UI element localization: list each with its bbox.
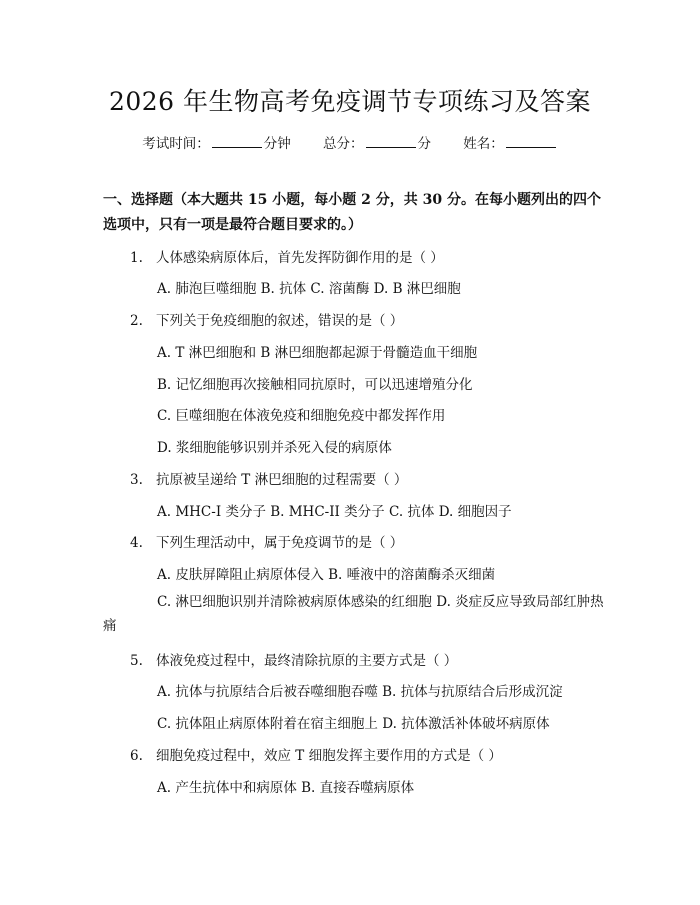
time-label: 考试时间：	[142, 136, 210, 152]
question-4	[130, 531, 403, 551]
question-5-options-cd: C. 抗体阻止病原体附着在宿主细胞上 D. 抗体激活补体破坏病原体	[157, 716, 550, 732]
question-text: 细胞免疫过程中，效应 T 细胞发挥主要作用的方式是（ ）	[156, 748, 502, 764]
name-field	[463, 136, 558, 152]
question-3	[130, 468, 407, 488]
name-label: 姓名：	[463, 136, 504, 152]
question-5	[130, 649, 457, 669]
question-text: 下列关于免疫细胞的叙述，错误的是（ ）	[156, 313, 404, 329]
score-field	[323, 136, 431, 152]
question-3-options: A. MHC-I 类分子 B. MHC-II 类分子 C. 抗体 D. 细胞因子	[157, 504, 512, 520]
question-2-option-b: B. 记忆细胞再次接触相同抗原时，可以迅速增殖分化	[157, 377, 473, 393]
time-blank	[212, 135, 262, 148]
question-number: 3.	[130, 472, 143, 488]
question-1-options: A. 肺泡巨噬细胞 B. 抗体 C. 溶菌酶 D. B 淋巴细胞	[157, 281, 461, 297]
time-unit: 分钟	[263, 136, 291, 152]
question-4-options-cd: C. 淋巴细胞识别并清除被病原体感染的红细胞 D. 炎症反应导致局部红肿热痛	[103, 594, 604, 634]
time-field	[142, 136, 291, 152]
page-title: 2026 年生物高考免疫调节专项练习及答案	[108, 87, 592, 116]
name-blank	[506, 135, 556, 148]
question-number: 5.	[130, 653, 143, 669]
score-unit: 分	[417, 136, 431, 152]
question-text: 下列生理活动中，属于免疫调节的是（ ）	[156, 535, 404, 551]
question-2-option-d: D. 浆细胞能够识别并杀死入侵的病原体	[157, 440, 392, 456]
question-2	[130, 309, 403, 329]
question-6	[130, 744, 502, 764]
question-text: 人体感染病原体后，首先发挥防御作用的是（ ）	[156, 250, 444, 266]
section-heading: 一、选择题（本大题共 15 小题，每小题 2 分，共 30 分。在每小题列出的四个选项中，只有一项是最符合题目要求的。）	[103, 192, 601, 233]
exam-meta	[0, 132, 700, 152]
question-number: 6.	[130, 748, 143, 764]
question-number: 1.	[130, 250, 143, 266]
question-5-options-ab: A. 抗体与抗原结合后被吞噬细胞吞噬 B. 抗体与抗原结合后形成沉淀	[157, 684, 563, 700]
question-1	[130, 246, 444, 266]
question-text: 体液免疫过程中，最终清除抗原的主要方式是（ ）	[156, 653, 458, 669]
question-2-option-c: C. 巨噬细胞在体液免疫和细胞免疫中都发挥作用	[157, 408, 446, 424]
question-text: 抗原被呈递给 T 淋巴细胞的过程需要（ ）	[156, 472, 408, 488]
question-6-options: A. 产生抗体中和病原体 B. 直接吞噬病原体	[157, 780, 415, 796]
question-2-option-a: A. T 淋巴细胞和 B 淋巴细胞都起源于骨髓造血干细胞	[157, 345, 478, 361]
question-4-options-ab: A. 皮肤屏障阻止病原体侵入 B. 唾液中的溶菌酶杀灭细菌	[157, 567, 496, 583]
score-label: 总分：	[323, 136, 364, 152]
question-number: 2.	[130, 313, 143, 329]
question-number: 4.	[130, 535, 143, 551]
score-blank	[366, 135, 416, 148]
